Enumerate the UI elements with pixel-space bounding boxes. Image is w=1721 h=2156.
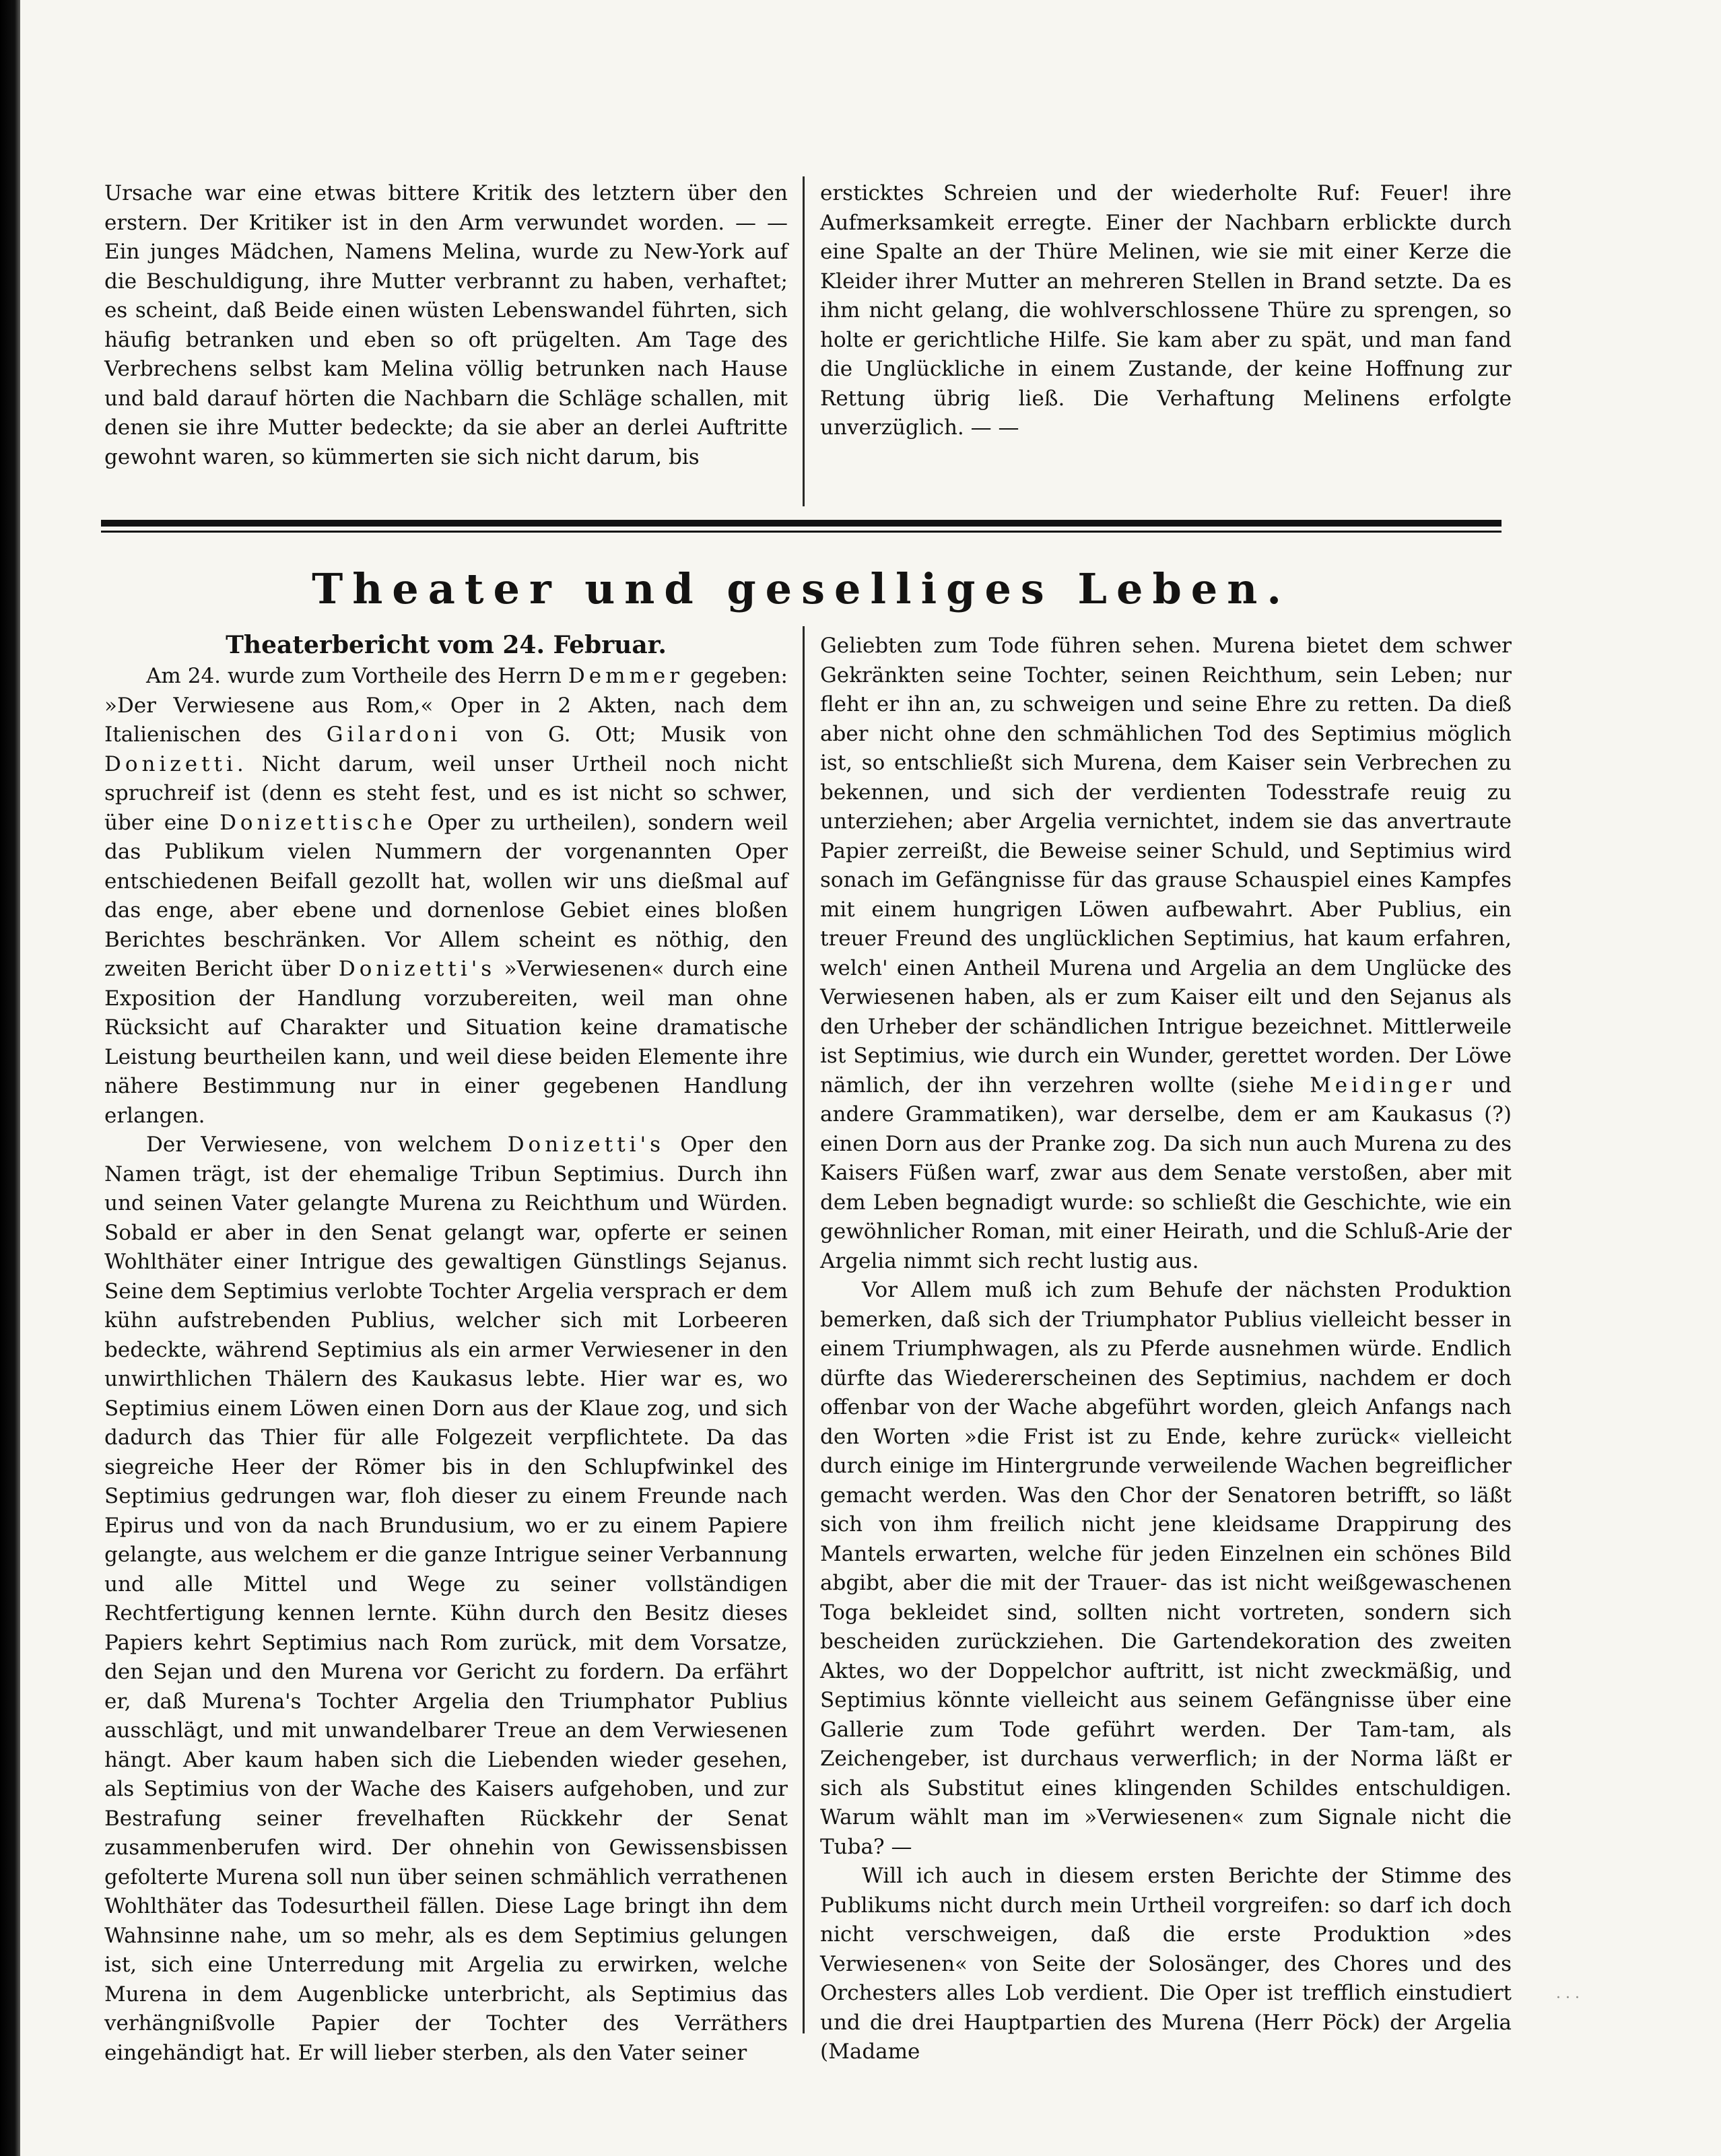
report-paragraph-4: Vor Allem muß ich zum Behufe der nächsten Produktion bemerken, daß sich der Triumphator Publius vielleicht besser in einem Triumphwagen, als zu Pferde ausnehmen würde. Endlich dürfte das Wiedererscheinen des Septimius, nachdem er doch offenbar von der Wache abgeführt worden, gleich Anfangs nach den Worten »die Frist ist zu Ende, kehre zurück« vielleicht durch einige im Hintergrunde verweilende Wachen begreiflicher gemacht werden. Was den Chor der Senatoren betrifft, so läßt sich von ihm freilich nicht jene kleidsame Drappirung des Mantels erwarten, welche für jeden Einzelnen ein schönes Bild abgibt, aber die mit der Trauer- das ist nicht weißgewaschenen Toga bekleidet sind, sollten nicht vortreten, sondern sich bescheiden zurückziehen. Die Gartendekoration des zweiten Aktes, wo der Doppelchor auftritt, ist nicht zweckmäßig, und Septimius könnte vielleicht aus seinem Gefängnisse über eine Gallerie zum Tode geführt werden. Der Tam-tam, als Zeichengeber, ist durchaus verwerflich; in der Norma läßt er sich als Substitut eines klingenden Schildes entschuldigen. Warum wählt man im »Verwiesenen« zum Signale nicht die Tuba? — xyxy=(820,1278,1512,1859)
report-paragraph-1: Am 24. wurde zum Vortheile des Herrn Demmer gegeben: »Der Verwiesene aus Rom,« Oper in 2 Akten, nach dem Italienischen des Gilardoni von G. Ott; Musik von Donizetti. Nicht darum, weil unser Urtheil noch nicht spruchreif ist (denn es steht fest, und es ist nicht so schwer, über eine Donizettische Oper zu urtheilen), sondern weil das Publikum vielen Nummern der vorgenannten Oper entschiedenen Beifall gezollt hat, wollen wir uns dießmal auf das enge, aber ebene und dornenlose Gebiet eines bloßen Berichtes beschränken. Vor Allem scheint es nöthig, den zweiten Bericht über Donizetti's »Verwiesenen« durch eine Exposition der Handlung vorzubereiten, weil man ohne Rücksicht auf Charakter und Situation keine dramatische Leistung beurtheilen kann, und weil diese beiden Elemente ihre nähere Bestimmung nur in einer gegebenen Handlung erlangen. xyxy=(104,664,788,1128)
top-article-left-column xyxy=(104,179,788,472)
report-paragraph-5: Will ich auch in diesem ersten Berichte der Stimme des Publikums nicht durch mein Urtheil vorgreifen: so darf ich doch nicht verschweigen, daß die erste Produktion »des Verwiesenen« von Seite der Solosänger, des Chores und des Orchesters alles Lob verdient. Die Oper ist trefflich einstudiert und die drei Hauptpartien des Murena (Herr Pöck) der Argelia (Madame xyxy=(820,1864,1512,2064)
top-article-left-text: Ursache war eine etwas bittere Kritik des letztern über den erstern. Der Kritiker ist in den Arm verwundet worden. — — Ein junges Mädchen, Namens Melina, wurde zu New-York auf die Beschuldigung, ihre Mutter verbrannt zu haben, verhaftet; es scheint, daß Beide einen wüsten Lebenswandel führten, sich häufig betranken und eben so oft prügelten. Am Tage des Verbrechens selbst kam Melina völlig betrunken nach Hause und bald darauf hörten die Nachbarn die Schläge schallen, mit denen sie ihre Mutter bedeckte; da sie aber an derlei Auftritte gewohnt waren, so kümmerten sie sich nicht darum, bis xyxy=(104,181,788,469)
top-article-right-column xyxy=(820,179,1512,443)
top-column-divider xyxy=(803,176,805,506)
report-column-divider xyxy=(803,626,805,2033)
report-left-column xyxy=(104,662,788,2068)
page-binding-edge xyxy=(0,0,20,2156)
section-title: Theater und geselliges Leben. xyxy=(312,564,1291,613)
scan-specks: · · · xyxy=(1556,1990,1580,2007)
report-paragraph-3: Geliebten zum Tode führen sehen. Murena bietet dem schwer Gekränkten seine Tochter, seinen Reichthum, sein Leben; nur fleht er ihn an, zu schweigen und seine Ehre zu retten. Da dieß aber nicht ohne den schmählichen Tod des Septimius möglich ist, so entschließt sich Murena, dem Kaiser sein Verbrechen zu bekennen, und sich der verdienten Todesstrafe reuig zu unterziehen; aber Argelia vernichtet, indem sie das anvertraute Papier zerreißt, die Beweise seiner Schuld, und Septimius wird sonach im Gefängnisse für das grause Schauspiel eines Kampfes mit einem hungrigen Löwen aufbewahrt. Aber Publius, ein treuer Freund des unglücklichen Septimius, hat kaum erfahren, welch' einen Antheil Murena und Argelia an dem Unglücke des Verwiesenen haben, als er zum Kaiser eilt und den Sejanus als den Urheber der schändlichen Intrigue bezeichnet. Mittlerweile ist Septimius, wie durch ein Wunder, gerettet worden. Der Löwe nämlich, der ihn verzehren wollte (siehe Meidinger und andere Grammatiken), war derselbe, dem er am Kaukasus (?) einen Dorn aus der Pranke zog. Da sich nun auch Murena zu des Kaisers Füßen warf, zwar aus dem Senate verstoßen, aber mit dem Leben begnadigt wurde: so schließt die Geschichte, wie ein gewöhnlicher Roman, mit einer Heirath, und die Schluß-Arie der Argelia nimmt sich recht lustig aus. xyxy=(820,634,1512,1273)
report-title: Theaterbericht vom 24. Februar. xyxy=(226,631,667,659)
top-article-right-text: ersticktes Schreien und der wiederholte Ruf: Feuer! ihre Aufmerksamkeit erregte. Einer der Nachbarn erblickte durch eine Spalte an der Thüre Melinen, wie sie mit einer Kerze die Kleider ihrer Mutter an mehreren Stellen in Brand setzte. Da es ihm nicht gelang, die wohlverschlossene Thüre zu sprengen, so holte er gerichtliche Hilfe. Sie kam aber zu spät, und man fand die Unglückliche in einem Zustande, der keine Hoffnung zur Rettung übrig ließ. Die Verhaftung Melinens erfolgte unverzüglich. — — xyxy=(820,181,1512,440)
report-right-column xyxy=(820,632,1512,2067)
report-paragraph-2: Der Verwiesene, von welchem Donizetti's Oper den Namen trägt, ist der ehemalige Tribun Septimius. Durch ihn und seinen Vater gelangte Murena zu Reichthum und Würden. Sobald er aber in den Senat gelangt war, opferte er seinen Wohlthäter einer Intrigue des gewaltigen Günstlings Sejanus. Seine dem Septimius verlobte Tochter Argelia versprach er dem kühn aufstrebenden Publius, welcher sich mit Lorbeeren bedeckte, während Septimius als ein armer Verwiesener in den unwirthlichen Thälern des Kaukasus lebte. Hier war es, wo Septimius einem Löwen einen Dorn aus der Klaue zog, und sich dadurch das Thier für alle Folgezeit verpflichtete. Da das siegreiche Heer der Römer bis in den Schlupfwinkel des Septimius gedrungen war, floh dieser zu einem Freunde nach Epirus und von da nach Brundusium, wo er zu einem Papiere gelangte, aus welchem er die ganze Intrigue seiner Verbannung und alle Mittel und Wege zu seiner vollständigen Rechtfertigung kennen lernte. Kühn durch den Besitz dieses Papiers kehrt Septimius nach Rom zurück, mit dem Vorsatze, den Sejan und den Murena vor Gericht zu fordern. Da erfährt er, daß Murena's Tochter Argelia den Triumphator Publius ausschlägt, und mit unwandelbarer Treue an dem Verwiesenen hängt. Aber kaum haben sich die Liebenden wieder gesehen, als Septimius von der Wache des Kaisers aufgehoben, und zur Bestrafung seiner frevelhaften Rückkehr der Senat zusammenberufen wird. Der ohnehin von Gewissensbissen gefolterte Murena soll nun über seinen schmählich verrathenen Wohlthäter das Todesurtheil fällen. Diese Lage bringt ihn dem Wahnsinne nahe, um so mehr, als es dem Septimius gelungen ist, sich eine Unterredung mit Argelia zu erwirken, welche Murena in dem Augenblicke unterbricht, als Septimius das verhängnißvolle Papier der Tochter des Verräthers eingehändigt hat. Er will lieber sterben, als den Vater seiner xyxy=(104,1133,788,2065)
section-rule-thick xyxy=(101,520,1501,527)
section-rule-thin xyxy=(101,531,1501,533)
